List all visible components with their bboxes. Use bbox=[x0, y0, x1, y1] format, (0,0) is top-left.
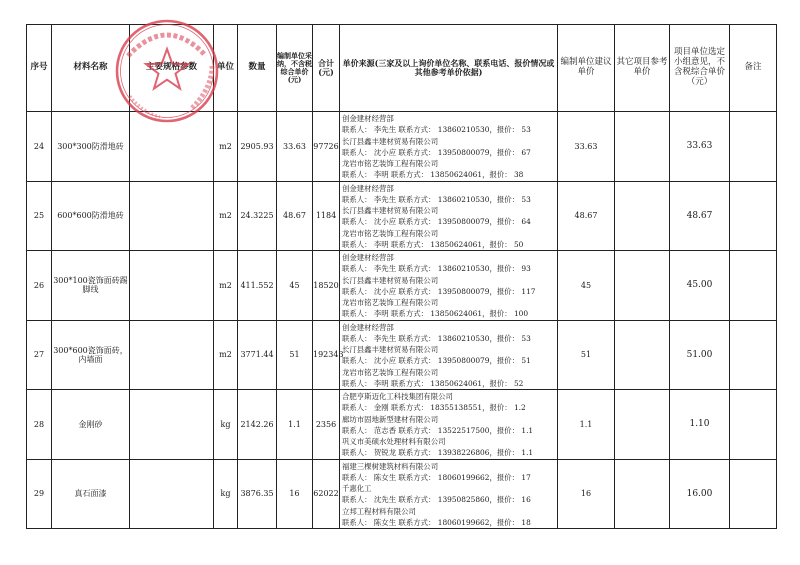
cell-qty: 24.3225 bbox=[238, 181, 277, 251]
cell-spec bbox=[130, 112, 214, 182]
source-line: 联系人： 沈小应 联系方式： 13950800079，报价： 117 bbox=[342, 286, 536, 296]
cell-price: 51 bbox=[277, 320, 313, 390]
source-line: 联系人： 贺锐龙 联系方式： 13938226806，报价： 1.1 bbox=[342, 448, 534, 458]
cell-qty: 3771.44 bbox=[238, 320, 277, 390]
source-line: 联系人： 陈女生 联系方式： 18060199662，报价： 18 bbox=[342, 517, 531, 527]
header-total: 合计(元) bbox=[313, 25, 340, 112]
cell-other bbox=[615, 320, 670, 390]
table-row bbox=[27, 251, 777, 321]
source-line: 联系人： 李先生 联系方式： 13860210530，报价： 53 bbox=[342, 194, 531, 204]
table-row bbox=[27, 390, 777, 460]
cell-other bbox=[615, 181, 670, 251]
cell-unit: m2 bbox=[214, 112, 238, 182]
header-name: 材料名称 bbox=[52, 25, 130, 112]
cell-project: 45.00 bbox=[670, 251, 730, 321]
cell-suggest: 16 bbox=[558, 459, 615, 529]
cell-price: 33.63 bbox=[277, 112, 313, 182]
cell-total: 2356 bbox=[313, 390, 340, 460]
header-source: 单价来源(三家及以上询价单位名称、联系电话、报价情况或其他参考单价依据) bbox=[340, 25, 558, 112]
source-line: 合肥亨斯迈化工科技集团有限公司 bbox=[342, 392, 453, 401]
cell-other bbox=[615, 459, 670, 529]
cell-price: 1.1 bbox=[277, 390, 313, 460]
source-line: 龙岩市铭艺装饰工程有限公司 bbox=[342, 159, 439, 168]
cell-seq: 25 bbox=[27, 181, 52, 251]
cell-other bbox=[615, 112, 670, 182]
cell-source bbox=[340, 390, 558, 460]
cell-seq: 24 bbox=[27, 112, 52, 182]
source-line: 联系人： 李明 联系方式： 13850624061，报价： 52 bbox=[342, 378, 524, 388]
header-qty: 数量 bbox=[238, 25, 277, 112]
source-line: 联系人： 沈小应 联系方式： 13950800079，报价： 51 bbox=[342, 356, 531, 366]
cell-remark bbox=[730, 390, 777, 460]
cell-remark bbox=[730, 320, 777, 390]
source-line: 联系人： 李明 联系方式： 13850624061，报价： 38 bbox=[342, 170, 524, 180]
cell-project: 16.00 bbox=[670, 459, 730, 529]
cell-seq: 26 bbox=[27, 251, 52, 321]
source-line: 创金建材经营部 bbox=[342, 253, 394, 262]
cell-source bbox=[340, 112, 558, 182]
header-spec: 主要规格参数 bbox=[130, 25, 214, 112]
cell-price: 45 bbox=[277, 251, 313, 321]
cell-seq: 27 bbox=[27, 320, 52, 390]
cell-suggest: 48.67 bbox=[558, 181, 615, 251]
cell-total: 62022 bbox=[313, 459, 340, 529]
source-line: 联系人： 李明 联系方式： 13850624061，报价： 50 bbox=[342, 239, 524, 249]
cell-remark bbox=[730, 251, 777, 321]
source-line: 联系人： 李先生 联系方式： 13860210530，报价： 93 bbox=[342, 264, 531, 274]
header-other-ref: 其它项目参考单价 bbox=[615, 25, 670, 112]
source-line: 立邦工程材料有限公司 bbox=[342, 506, 416, 516]
header-suggest-price: 编制单位建议单价 bbox=[558, 25, 615, 112]
source-line: 联系人： 沈小应 联系方式： 13950800079，报价： 67 bbox=[342, 147, 531, 157]
cell-spec bbox=[130, 459, 214, 529]
source-line: 联系人： 范志香 联系方式： 13522517500，报价： 1.1 bbox=[342, 425, 534, 435]
source-line: 联系人： 沈小应 联系方式： 13950800079，报价： 64 bbox=[342, 217, 531, 227]
cell-name: 300*600瓷饰面砖，内墙面 bbox=[52, 320, 130, 390]
cell-spec bbox=[130, 251, 214, 321]
cell-unit: m2 bbox=[214, 320, 238, 390]
cell-spec bbox=[130, 390, 214, 460]
source-line: 千惠化工 bbox=[342, 484, 372, 493]
source-line: 联系人： 李明 联系方式： 13850624061，报价： 100 bbox=[342, 309, 529, 319]
source-line: 福建三棵树建筑材料有限公司 bbox=[342, 461, 439, 471]
cell-price: 16 bbox=[277, 459, 313, 529]
cell-source bbox=[340, 251, 558, 321]
table-row bbox=[27, 112, 777, 182]
cell-project: 51.00 bbox=[670, 320, 730, 390]
header-unit: 单位 bbox=[214, 25, 238, 112]
source-line: 联系人： 李先生 联系方式： 13860210530，报价： 53 bbox=[342, 125, 531, 135]
cell-total: 1184 bbox=[313, 181, 340, 251]
cell-remark bbox=[730, 459, 777, 529]
source-line: 联系人： 金刚 联系方式： 18355138551，报价： 1.2 bbox=[342, 403, 526, 413]
cell-remark bbox=[730, 181, 777, 251]
source-line: 巩义市美硕水处理材料有限公司 bbox=[342, 437, 446, 446]
cell-total: 18520 bbox=[313, 251, 340, 321]
table-row bbox=[27, 459, 777, 529]
cell-qty: 2905.93 bbox=[238, 112, 277, 182]
source-line: 长汀县鑫丰建材贸易有限公司 bbox=[342, 206, 439, 215]
cell-source bbox=[340, 181, 558, 251]
cell-suggest: 45 bbox=[558, 251, 615, 321]
source-line: 联系人： 李先生 联系方式： 13860210530，报价： 53 bbox=[342, 333, 531, 343]
cell-qty: 411.552 bbox=[238, 251, 277, 321]
source-line: 长汀县鑫丰建材贸易有限公司 bbox=[342, 345, 439, 354]
cell-spec bbox=[130, 320, 214, 390]
cell-project: 33.63 bbox=[670, 112, 730, 182]
cell-suggest: 1.1 bbox=[558, 390, 615, 460]
cell-total: 192343 bbox=[313, 320, 340, 390]
cell-source bbox=[340, 320, 558, 390]
cell-qty: 3876.35 bbox=[238, 459, 277, 529]
cell-suggest: 33.63 bbox=[558, 112, 615, 182]
cell-price: 48.67 bbox=[277, 181, 313, 251]
header-project-price: 项目单位选定小组意见，不含税综合单价（元） bbox=[670, 25, 730, 112]
table-row bbox=[27, 181, 777, 251]
source-line: 长汀县鑫丰建材贸易有限公司 bbox=[342, 275, 439, 285]
cell-seq: 29 bbox=[27, 459, 52, 529]
header-compile-price: 编制单位采纳，不含税综合单价(元) bbox=[277, 25, 313, 112]
source-line: 龙岩市铭艺装饰工程有限公司 bbox=[342, 367, 439, 377]
cell-name: 金刚砂 bbox=[52, 390, 130, 460]
cell-name: 300*300防滑地砖 bbox=[52, 112, 130, 182]
cell-total: 97726 bbox=[313, 112, 340, 182]
cell-spec bbox=[130, 181, 214, 251]
cell-remark bbox=[730, 112, 777, 182]
source-line: 长汀县鑫丰建材贸易有限公司 bbox=[342, 136, 439, 146]
cell-suggest: 51 bbox=[558, 320, 615, 390]
source-line: 创金建材经营部 bbox=[342, 114, 394, 123]
cell-project: 48.67 bbox=[670, 181, 730, 251]
cell-project: 1.10 bbox=[670, 390, 730, 460]
cell-other bbox=[615, 251, 670, 321]
cell-name: 600*600防滑地砖 bbox=[52, 181, 130, 251]
cell-name: 真石面漆 bbox=[52, 459, 130, 529]
header-remark: 备注 bbox=[730, 25, 777, 112]
source-line: 龙岩市铭艺装饰工程有限公司 bbox=[342, 298, 439, 307]
source-line: 廊坊市固地新型建材有限公司 bbox=[342, 414, 439, 424]
source-line: 龙岩市铭艺装饰工程有限公司 bbox=[342, 228, 439, 238]
header-seq: 序号 bbox=[27, 25, 52, 112]
source-line: 联系人： 陈女生 联系方式： 18060199662，报价： 17 bbox=[342, 472, 531, 482]
source-line: 创金建材经营部 bbox=[342, 183, 394, 193]
cell-seq: 28 bbox=[27, 390, 52, 460]
price-inquiry-table bbox=[26, 24, 777, 529]
cell-unit: kg bbox=[214, 459, 238, 529]
cell-unit: kg bbox=[214, 390, 238, 460]
cell-source bbox=[340, 459, 558, 529]
table-row bbox=[27, 320, 777, 390]
table-header-row bbox=[27, 25, 777, 112]
cell-other bbox=[615, 390, 670, 460]
source-line: 联系人： 沈先生 联系方式： 13950825860，报价： 16 bbox=[342, 495, 531, 505]
cell-name: 300*100瓷饰面砖踢脚线 bbox=[52, 251, 130, 321]
cell-qty: 2142.26 bbox=[238, 390, 277, 460]
cell-unit: m2 bbox=[214, 251, 238, 321]
source-line: 创金建材经营部 bbox=[342, 322, 394, 332]
cell-unit: m2 bbox=[214, 181, 238, 251]
